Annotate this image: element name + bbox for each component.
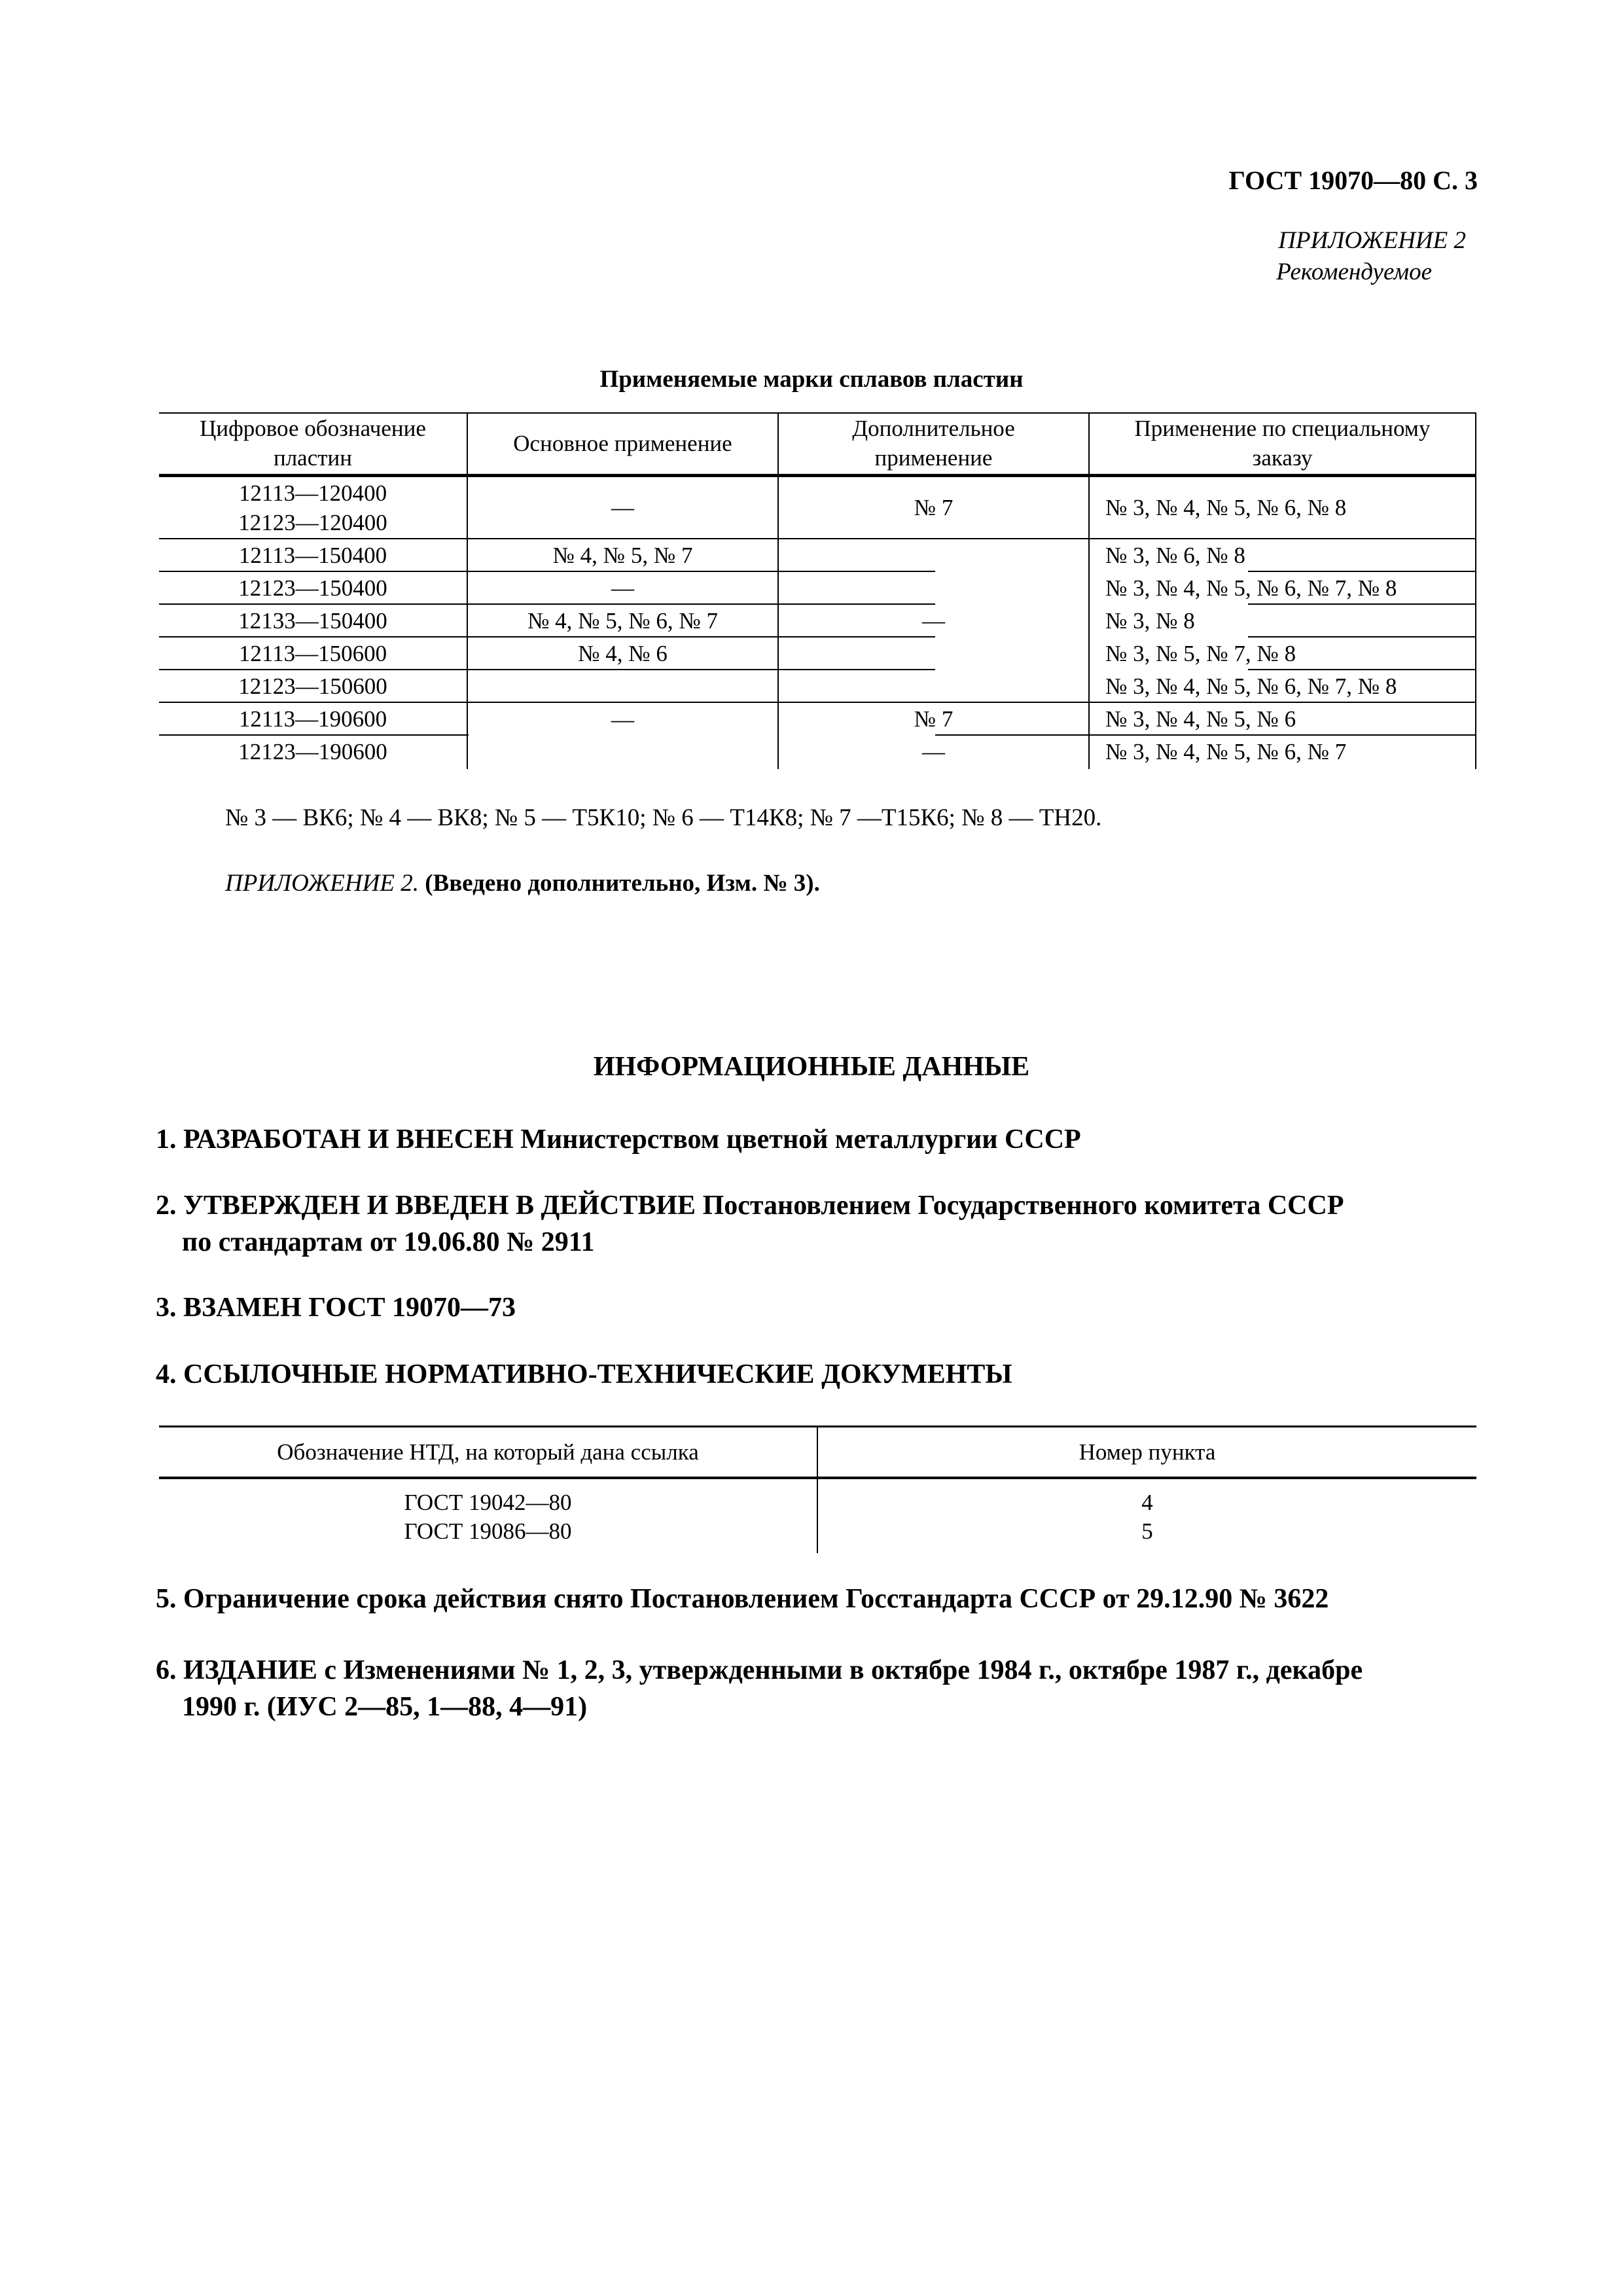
designation-value: 12123—150400 [238, 575, 387, 601]
additional-cell [779, 703, 1088, 734]
designation-value: 12123—190600 [238, 738, 387, 764]
special-cell [1090, 477, 1475, 538]
special-cell [1090, 637, 1475, 669]
special-cell [1090, 605, 1475, 636]
header-additional [779, 412, 1088, 474]
info-item-3: 3. ВЗАМЕН ГОСТ 19070—73 [156, 1293, 516, 1323]
additional-value: — [922, 607, 945, 634]
table-column-rule [1475, 412, 1476, 769]
info-section-title: ИНФОРМАЦИОННЫЕ ДАННЫЕ [593, 1052, 1030, 1082]
designation-cell [159, 670, 467, 702]
ntd-clause-value: 4 [1141, 1489, 1153, 1515]
main-cell [468, 605, 777, 636]
additional-value: — [922, 738, 945, 764]
ntd-clause-cell [818, 1516, 1476, 1545]
appendix-status: Рекомендуемое [1276, 259, 1432, 285]
appendix-label: ПРИЛОЖЕНИЕ 2 [1278, 227, 1466, 254]
designation-cell [159, 572, 467, 603]
ntd-header-clause [818, 1427, 1476, 1477]
designation-cell [159, 605, 467, 636]
designation-cell [159, 539, 467, 571]
alloy-table [159, 412, 1476, 769]
annotation-note: (Введено дополнительно, Изм. № 3). [425, 870, 820, 897]
ntd-doc-value: ГОСТ 19042—80 [404, 1489, 572, 1515]
designation-cell [159, 736, 467, 767]
designation-cell [159, 477, 467, 538]
annotation-label: ПРИЛОЖЕНИЕ 2. [225, 870, 419, 897]
info-item-4: 4. ССЫЛОЧНЫЕ НОРМАТИВНО-ТЕХНИЧЕСКИЕ ДОКУМЕНТЫ [156, 1359, 1012, 1390]
info-item-6-line: 6. ИЗДАНИЕ с Изменениями № 1, 2, 3, утвержденными в октябре 1984 г., октябре 1987 г., декабре [156, 1655, 1363, 1685]
main-cell [468, 572, 777, 603]
header-main-label: Основное применение [513, 430, 732, 456]
header-main [468, 412, 777, 474]
special-value: № 3, № 5, № 7, № 8 [1105, 640, 1296, 666]
ntd-doc-cell [159, 1516, 817, 1545]
designation-value: 12133—150400 [238, 607, 387, 634]
special-cell [1090, 670, 1475, 702]
document-reference: ГОСТ 19070—80 С. 3 [1228, 166, 1478, 195]
special-cell [1090, 703, 1475, 734]
info-item-2 [156, 1187, 1478, 1261]
main-value: № 4, № 6 [578, 640, 668, 666]
info-item-6-line: 1990 г. (ИУС 2—85, 1—88, 4—91) [182, 1692, 588, 1722]
main-value: № 4, № 5, № 7 [552, 542, 693, 568]
special-cell [1090, 539, 1475, 571]
ntd-header-doc-label: Обозначение НТД, на который дана ссылка [277, 1439, 699, 1465]
main-cell [468, 539, 777, 571]
main-cell [468, 477, 777, 538]
designation-value: 12113—120400 [238, 480, 387, 506]
designation-cell [159, 703, 467, 734]
special-value: № 3, № 4, № 5, № 6, № 7, № 8 [1105, 575, 1397, 601]
additional-cell [779, 736, 1088, 767]
special-value: № 3, № 4, № 5, № 6, № 7 [1105, 738, 1347, 764]
ntd-clause-value: 5 [1141, 1518, 1153, 1544]
designation-value: 12113—150400 [238, 542, 387, 568]
info-item-6 [156, 1652, 1478, 1725]
ntd-doc-value: ГОСТ 19086—80 [404, 1518, 572, 1544]
designation-value: 12113—150600 [238, 640, 387, 666]
additional-value: № 7 [914, 495, 954, 520]
special-value: № 3, № 4, № 5, № 6 [1105, 706, 1296, 732]
header-special [1090, 412, 1475, 474]
info-item-2-line: по стандартам от 19.06.80 № 2911 [182, 1227, 595, 1257]
header-designation-line: пластин [273, 445, 352, 471]
special-value: № 3, № 6, № 8 [1105, 542, 1245, 568]
ntd-table [159, 1426, 1476, 1553]
header-designation-line: Цифровое обозначение [200, 416, 426, 441]
additional-cell [779, 539, 1088, 702]
designation-cell [159, 637, 467, 669]
header-additional-line: Дополнительное [852, 416, 1015, 441]
appendix-annotation [225, 869, 820, 897]
special-cell [1090, 736, 1475, 767]
info-item-1: 1. РАЗРАБОТАН И ВНЕСЕН Министерством цветной металлургии СССР [156, 1124, 1081, 1155]
main-value: — [611, 575, 634, 601]
designation-value: 12123—120400 [238, 509, 387, 535]
ntd-header-clause-label: Номер пункта [1079, 1439, 1216, 1465]
additional-cell [779, 477, 1088, 538]
main-cell [468, 637, 777, 669]
additional-value: № 7 [914, 706, 954, 732]
alloy-legend: № 3 — ВК6; № 4 — ВК8; № 5 — Т5К10; № 6 — Т14К8; № 7 —Т15К6; № 8 — ТН20. [225, 804, 1102, 831]
ntd-header-doc [159, 1427, 817, 1477]
designation-value: 12113—190600 [238, 706, 387, 732]
special-value: № 3, № 8 [1105, 607, 1195, 634]
main-value: № 4, № 5, № 6, № 7 [527, 607, 719, 634]
alloy-table-title: Применяемые марки сплавов пластин [599, 366, 1024, 393]
ntd-doc-cell [159, 1488, 817, 1516]
info-item-5: 5. Ограничение срока действия снято Постановлением Госстандарта СССР от 29.12.90 № 3622 [156, 1584, 1329, 1614]
main-value: — [611, 495, 634, 520]
header-designation [159, 412, 467, 474]
header-additional-line: применение [874, 445, 993, 471]
info-item-2-line: 2. УТВЕРЖДЕН И ВВЕДЕН В ДЕЙСТВИЕ Постановлением Государственного комитета СССР [156, 1191, 1344, 1221]
header-special-line: Применение по специальному [1134, 416, 1431, 441]
special-cell [1090, 572, 1475, 603]
designation-value: 12123—150600 [238, 673, 387, 699]
main-value: — [611, 707, 634, 732]
special-value: № 3, № 4, № 5, № 6, № 7, № 8 [1105, 673, 1397, 699]
header-special-line: заказу [1252, 445, 1313, 471]
main-cell [468, 670, 777, 769]
special-value: № 3, № 4, № 5, № 6, № 8 [1105, 495, 1347, 520]
ntd-clause-cell [818, 1488, 1476, 1516]
